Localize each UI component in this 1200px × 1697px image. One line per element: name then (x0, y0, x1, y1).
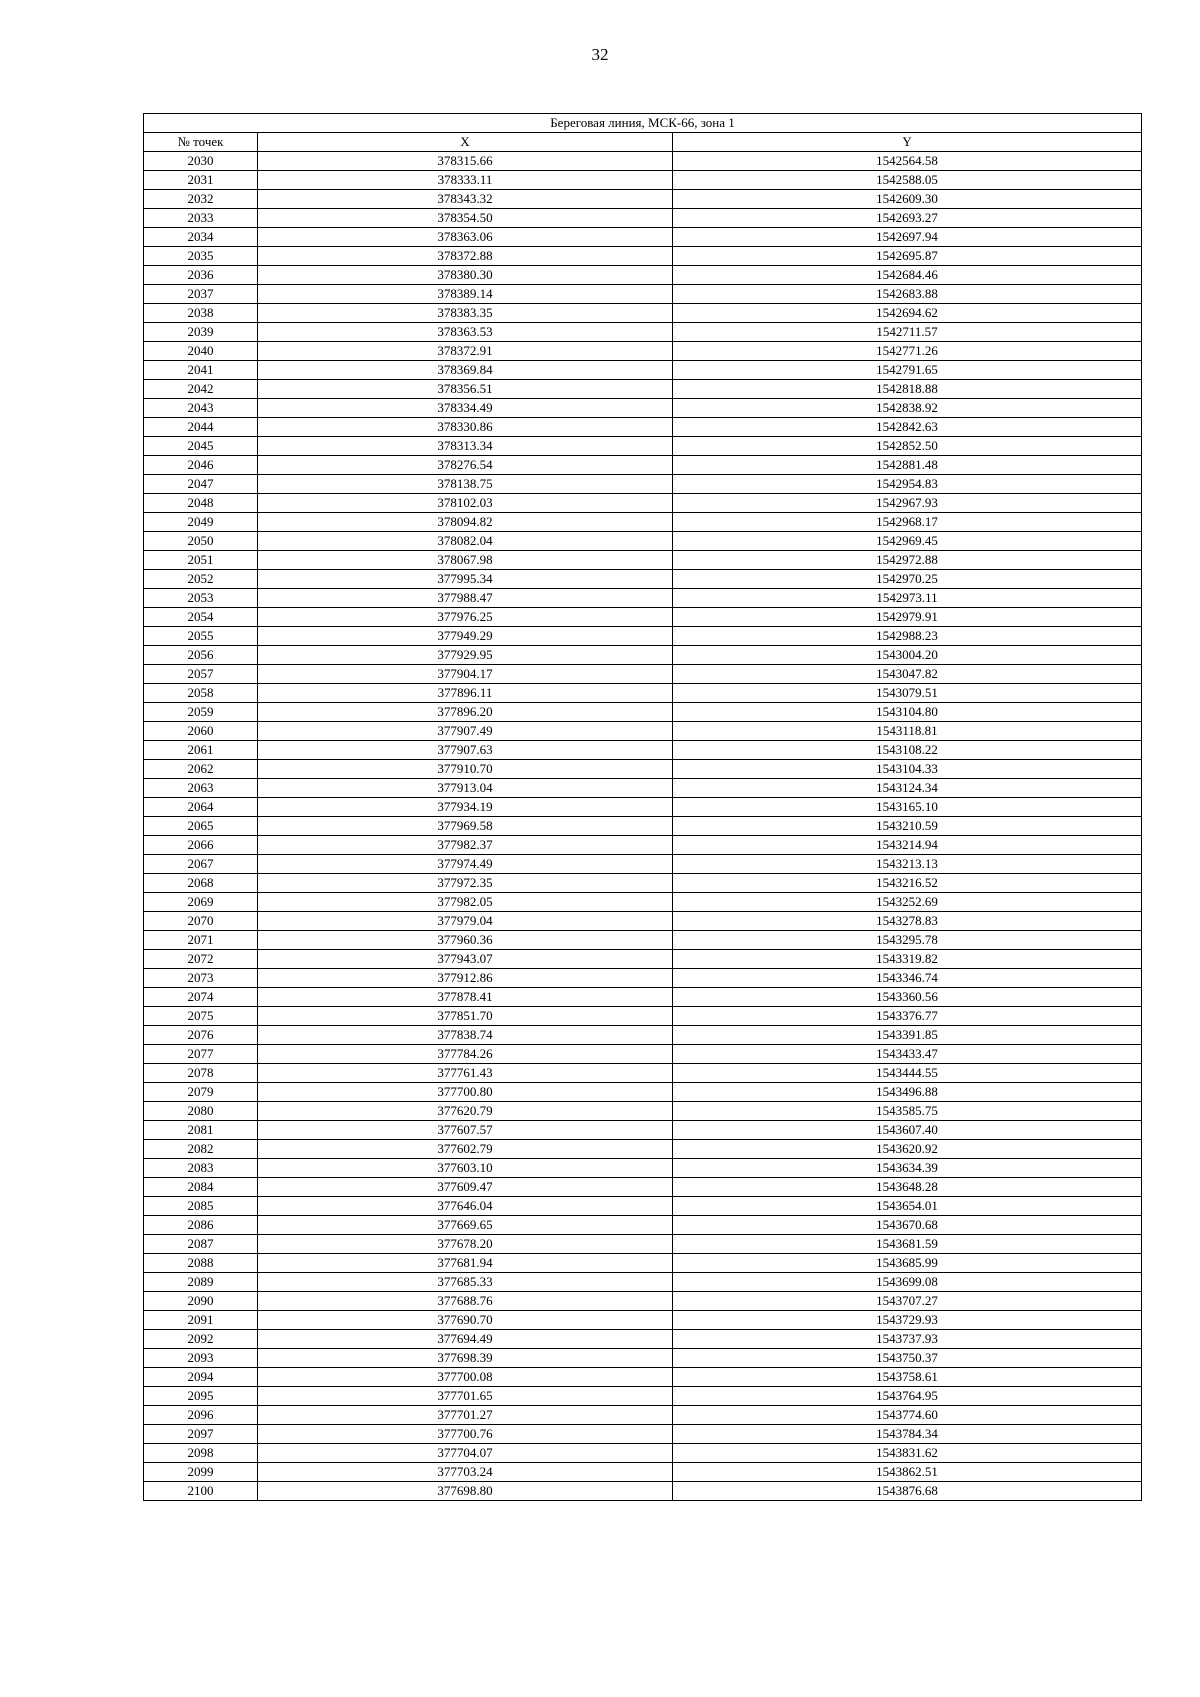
cell-point-number: 2055 (144, 627, 258, 646)
cell-x: 377907.49 (258, 722, 673, 741)
table-row (144, 988, 1142, 1007)
cell-point-number: 2063 (144, 779, 258, 798)
cell-point-number: 2049 (144, 513, 258, 532)
cell-y: 1543047.82 (673, 665, 1142, 684)
cell-y: 1542564.58 (673, 152, 1142, 171)
cell-y: 1542609.30 (673, 190, 1142, 209)
cell-point-number: 2060 (144, 722, 258, 741)
cell-y: 1543620.92 (673, 1140, 1142, 1159)
cell-x: 377910.70 (258, 760, 673, 779)
cell-y: 1543876.68 (673, 1482, 1142, 1501)
table-row (144, 437, 1142, 456)
table-row (144, 513, 1142, 532)
cell-x: 377972.35 (258, 874, 673, 893)
cell-point-number: 2058 (144, 684, 258, 703)
cell-x: 378363.53 (258, 323, 673, 342)
cell-point-number: 2051 (144, 551, 258, 570)
cell-point-number: 2096 (144, 1406, 258, 1425)
cell-point-number: 2073 (144, 969, 258, 988)
cell-y: 1542973.11 (673, 589, 1142, 608)
table-row (144, 532, 1142, 551)
table-row (144, 1273, 1142, 1292)
cell-x: 377701.27 (258, 1406, 673, 1425)
table-row (144, 1140, 1142, 1159)
cell-x: 378363.06 (258, 228, 673, 247)
table-row (144, 817, 1142, 836)
cell-y: 1543670.68 (673, 1216, 1142, 1235)
table-row (144, 950, 1142, 969)
cell-x: 377703.24 (258, 1463, 673, 1482)
cell-point-number: 2053 (144, 589, 258, 608)
table-row (144, 798, 1142, 817)
cell-x: 377913.04 (258, 779, 673, 798)
table-row (144, 779, 1142, 798)
cell-x: 377690.70 (258, 1311, 673, 1330)
cell-x: 378372.88 (258, 247, 673, 266)
cell-x: 377988.47 (258, 589, 673, 608)
cell-x: 377979.04 (258, 912, 673, 931)
table-row (144, 608, 1142, 627)
cell-y: 1543319.82 (673, 950, 1142, 969)
cell-y: 1543210.59 (673, 817, 1142, 836)
cell-point-number: 2041 (144, 361, 258, 380)
table-row (144, 627, 1142, 646)
cell-x: 378333.11 (258, 171, 673, 190)
cell-point-number: 2099 (144, 1463, 258, 1482)
cell-y: 1542818.88 (673, 380, 1142, 399)
cell-point-number: 2082 (144, 1140, 258, 1159)
cell-x: 377698.39 (258, 1349, 673, 1368)
cell-x: 378094.82 (258, 513, 673, 532)
cell-y: 1542838.92 (673, 399, 1142, 418)
cell-x: 377976.25 (258, 608, 673, 627)
table-row (144, 912, 1142, 931)
cell-y: 1542968.17 (673, 513, 1142, 532)
table-row (144, 152, 1142, 171)
cell-x: 377646.04 (258, 1197, 673, 1216)
cell-y: 1543433.47 (673, 1045, 1142, 1064)
cell-point-number: 2090 (144, 1292, 258, 1311)
table-row (144, 646, 1142, 665)
table-row (144, 228, 1142, 247)
cell-point-number: 2083 (144, 1159, 258, 1178)
cell-point-number: 2046 (144, 456, 258, 475)
cell-x: 377838.74 (258, 1026, 673, 1045)
cell-x: 377694.49 (258, 1330, 673, 1349)
cell-y: 1543784.34 (673, 1425, 1142, 1444)
table-row (144, 855, 1142, 874)
cell-x: 378138.75 (258, 475, 673, 494)
cell-x: 377698.80 (258, 1482, 673, 1501)
table-body (144, 152, 1142, 1501)
table-row (144, 285, 1142, 304)
table-row (144, 380, 1142, 399)
cell-y: 1543685.99 (673, 1254, 1142, 1273)
table-row (144, 969, 1142, 988)
cell-y: 1543391.85 (673, 1026, 1142, 1045)
cell-y: 1543737.93 (673, 1330, 1142, 1349)
cell-y: 1542954.83 (673, 475, 1142, 494)
table-row (144, 1387, 1142, 1406)
cell-y: 1542695.87 (673, 247, 1142, 266)
cell-point-number: 2059 (144, 703, 258, 722)
cell-x: 378380.30 (258, 266, 673, 285)
cell-point-number: 2093 (144, 1349, 258, 1368)
table-row (144, 1311, 1142, 1330)
table-row (144, 1045, 1142, 1064)
table-row (144, 323, 1142, 342)
cell-point-number: 2074 (144, 988, 258, 1007)
cell-y: 1543585.75 (673, 1102, 1142, 1121)
cell-y: 1542979.91 (673, 608, 1142, 627)
cell-y: 1542694.62 (673, 304, 1142, 323)
cell-y: 1543214.94 (673, 836, 1142, 855)
cell-point-number: 2061 (144, 741, 258, 760)
table-row (144, 1368, 1142, 1387)
cell-x: 377896.20 (258, 703, 673, 722)
cell-point-number: 2048 (144, 494, 258, 513)
cell-y: 1543278.83 (673, 912, 1142, 931)
cell-x: 377761.43 (258, 1064, 673, 1083)
table-row (144, 589, 1142, 608)
table-header-row (144, 133, 1142, 152)
cell-y: 1543607.40 (673, 1121, 1142, 1140)
cell-point-number: 2033 (144, 209, 258, 228)
table-row (144, 931, 1142, 950)
table-row (144, 1026, 1142, 1045)
table-row (144, 399, 1142, 418)
cell-y: 1543764.95 (673, 1387, 1142, 1406)
cell-x: 377974.49 (258, 855, 673, 874)
table-row (144, 874, 1142, 893)
cell-x: 377688.76 (258, 1292, 673, 1311)
cell-y: 1543758.61 (673, 1368, 1142, 1387)
cell-y: 1543634.39 (673, 1159, 1142, 1178)
table-row (144, 1349, 1142, 1368)
cell-x: 377982.37 (258, 836, 673, 855)
cell-y: 1543079.51 (673, 684, 1142, 703)
cell-x: 377929.95 (258, 646, 673, 665)
cell-y: 1543216.52 (673, 874, 1142, 893)
cell-x: 377607.57 (258, 1121, 673, 1140)
cell-point-number: 2050 (144, 532, 258, 551)
table-row (144, 1292, 1142, 1311)
cell-point-number: 2032 (144, 190, 258, 209)
cell-x: 378389.14 (258, 285, 673, 304)
table-row (144, 1482, 1142, 1501)
cell-y: 1543118.81 (673, 722, 1142, 741)
table-row (144, 1121, 1142, 1140)
table-title: Береговая линия, МСК-66, зона 1 (144, 114, 1142, 133)
cell-point-number: 2056 (144, 646, 258, 665)
table-row (144, 304, 1142, 323)
cell-y: 1542683.88 (673, 285, 1142, 304)
cell-x: 378372.91 (258, 342, 673, 361)
cell-y: 1543654.01 (673, 1197, 1142, 1216)
cell-x: 378330.86 (258, 418, 673, 437)
cell-point-number: 2088 (144, 1254, 258, 1273)
cell-y: 1542970.25 (673, 570, 1142, 589)
cell-point-number: 2092 (144, 1330, 258, 1349)
cell-point-number: 2035 (144, 247, 258, 266)
cell-x: 377669.65 (258, 1216, 673, 1235)
cell-y: 1543707.27 (673, 1292, 1142, 1311)
table-row (144, 1444, 1142, 1463)
cell-point-number: 2081 (144, 1121, 258, 1140)
cell-point-number: 2076 (144, 1026, 258, 1045)
cell-y: 1543729.93 (673, 1311, 1142, 1330)
cell-y: 1543004.20 (673, 646, 1142, 665)
cell-point-number: 2091 (144, 1311, 258, 1330)
cell-point-number: 2075 (144, 1007, 258, 1026)
cell-point-number: 2072 (144, 950, 258, 969)
cell-x: 377678.20 (258, 1235, 673, 1254)
cell-point-number: 2094 (144, 1368, 258, 1387)
cell-x: 377685.33 (258, 1273, 673, 1292)
cell-y: 1542684.46 (673, 266, 1142, 285)
table-row (144, 1463, 1142, 1482)
cell-point-number: 2070 (144, 912, 258, 931)
table-row (144, 361, 1142, 380)
table-row (144, 893, 1142, 912)
cell-y: 1543104.80 (673, 703, 1142, 722)
table-row (144, 1330, 1142, 1349)
cell-point-number: 2064 (144, 798, 258, 817)
cell-point-number: 2039 (144, 323, 258, 342)
cell-point-number: 2065 (144, 817, 258, 836)
coordinates-table (143, 113, 1142, 1501)
cell-point-number: 2086 (144, 1216, 258, 1235)
cell-y: 1543295.78 (673, 931, 1142, 950)
cell-point-number: 2031 (144, 171, 258, 190)
table-row (144, 741, 1142, 760)
cell-point-number: 2068 (144, 874, 258, 893)
cell-x: 377995.34 (258, 570, 673, 589)
table-row (144, 342, 1142, 361)
cell-point-number: 2069 (144, 893, 258, 912)
cell-point-number: 2044 (144, 418, 258, 437)
cell-x: 377943.07 (258, 950, 673, 969)
cell-y: 1543165.10 (673, 798, 1142, 817)
cell-x: 377603.10 (258, 1159, 673, 1178)
cell-y: 1542697.94 (673, 228, 1142, 247)
cell-y: 1542969.45 (673, 532, 1142, 551)
cell-y: 1543360.56 (673, 988, 1142, 1007)
header-y: Y (673, 133, 1142, 152)
cell-x: 377960.36 (258, 931, 673, 950)
cell-x: 377851.70 (258, 1007, 673, 1026)
table-row (144, 1007, 1142, 1026)
cell-point-number: 2079 (144, 1083, 258, 1102)
cell-point-number: 2097 (144, 1425, 258, 1444)
cell-y: 1542988.23 (673, 627, 1142, 646)
cell-point-number: 2084 (144, 1178, 258, 1197)
cell-x: 378356.51 (258, 380, 673, 399)
cell-y: 1542693.27 (673, 209, 1142, 228)
cell-y: 1543346.74 (673, 969, 1142, 988)
cell-x: 378102.03 (258, 494, 673, 513)
cell-point-number: 2057 (144, 665, 258, 684)
cell-point-number: 2066 (144, 836, 258, 855)
cell-point-number: 2100 (144, 1482, 258, 1501)
cell-point-number: 2085 (144, 1197, 258, 1216)
table-row (144, 1406, 1142, 1425)
table-row (144, 209, 1142, 228)
table-row (144, 1197, 1142, 1216)
table-row (144, 836, 1142, 855)
cell-x: 377602.79 (258, 1140, 673, 1159)
table-title-row (144, 114, 1142, 133)
cell-x: 378315.66 (258, 152, 673, 171)
cell-point-number: 2078 (144, 1064, 258, 1083)
cell-x: 377701.65 (258, 1387, 673, 1406)
cell-x: 378334.49 (258, 399, 673, 418)
cell-point-number: 2052 (144, 570, 258, 589)
cell-point-number: 2087 (144, 1235, 258, 1254)
cell-x: 378354.50 (258, 209, 673, 228)
table-row (144, 1159, 1142, 1178)
cell-x: 378313.34 (258, 437, 673, 456)
table-row (144, 1235, 1142, 1254)
cell-point-number: 2098 (144, 1444, 258, 1463)
cell-y: 1543774.60 (673, 1406, 1142, 1425)
cell-x: 378369.84 (258, 361, 673, 380)
cell-y: 1543252.69 (673, 893, 1142, 912)
cell-x: 378067.98 (258, 551, 673, 570)
cell-x: 378082.04 (258, 532, 673, 551)
cell-point-number: 2036 (144, 266, 258, 285)
cell-x: 377982.05 (258, 893, 673, 912)
table-row (144, 1216, 1142, 1235)
cell-y: 1543681.59 (673, 1235, 1142, 1254)
cell-x: 377700.80 (258, 1083, 673, 1102)
cell-point-number: 2080 (144, 1102, 258, 1121)
cell-point-number: 2067 (144, 855, 258, 874)
table-row (144, 171, 1142, 190)
cell-y: 1543831.62 (673, 1444, 1142, 1463)
cell-x: 378343.32 (258, 190, 673, 209)
cell-y: 1543104.33 (673, 760, 1142, 779)
cell-y: 1542842.63 (673, 418, 1142, 437)
cell-y: 1542967.93 (673, 494, 1142, 513)
table-row (144, 1254, 1142, 1273)
table-row (144, 190, 1142, 209)
cell-x: 377969.58 (258, 817, 673, 836)
cell-y: 1542791.65 (673, 361, 1142, 380)
table-row (144, 1102, 1142, 1121)
cell-point-number: 2045 (144, 437, 258, 456)
table-row (144, 760, 1142, 779)
table-row (144, 665, 1142, 684)
cell-y: 1543124.34 (673, 779, 1142, 798)
cell-point-number: 2062 (144, 760, 258, 779)
cell-point-number: 2043 (144, 399, 258, 418)
cell-y: 1542972.88 (673, 551, 1142, 570)
cell-point-number: 2030 (144, 152, 258, 171)
table-row (144, 722, 1142, 741)
cell-x: 377934.19 (258, 798, 673, 817)
cell-x: 377620.79 (258, 1102, 673, 1121)
cell-y: 1543699.08 (673, 1273, 1142, 1292)
cell-point-number: 2071 (144, 931, 258, 950)
table-row (144, 570, 1142, 589)
cell-y: 1543213.13 (673, 855, 1142, 874)
cell-y: 1542852.50 (673, 437, 1142, 456)
header-x: X (258, 133, 673, 152)
cell-point-number: 2089 (144, 1273, 258, 1292)
cell-y: 1543648.28 (673, 1178, 1142, 1197)
table-row (144, 1178, 1142, 1197)
table-row (144, 475, 1142, 494)
cell-x: 377784.26 (258, 1045, 673, 1064)
table-row (144, 684, 1142, 703)
cell-x: 377704.07 (258, 1444, 673, 1463)
cell-y: 1543496.88 (673, 1083, 1142, 1102)
table-row (144, 703, 1142, 722)
table-row (144, 1064, 1142, 1083)
cell-y: 1543862.51 (673, 1463, 1142, 1482)
cell-x: 378383.35 (258, 304, 673, 323)
table-row (144, 418, 1142, 437)
cell-y: 1543376.77 (673, 1007, 1142, 1026)
cell-y: 1542771.26 (673, 342, 1142, 361)
cell-x: 378276.54 (258, 456, 673, 475)
cell-point-number: 2054 (144, 608, 258, 627)
cell-x: 377896.11 (258, 684, 673, 703)
cell-point-number: 2034 (144, 228, 258, 247)
cell-point-number: 2040 (144, 342, 258, 361)
table-row (144, 456, 1142, 475)
table-row (144, 494, 1142, 513)
cell-x: 377907.63 (258, 741, 673, 760)
cell-point-number: 2042 (144, 380, 258, 399)
cell-x: 377878.41 (258, 988, 673, 1007)
table-row (144, 1083, 1142, 1102)
cell-point-number: 2095 (144, 1387, 258, 1406)
header-point-number: № точек (144, 133, 258, 152)
page-number: 32 (591, 45, 609, 64)
cell-x: 377949.29 (258, 627, 673, 646)
cell-y: 1542588.05 (673, 171, 1142, 190)
cell-point-number: 2038 (144, 304, 258, 323)
table-row (144, 551, 1142, 570)
cell-x: 377609.47 (258, 1178, 673, 1197)
cell-point-number: 2047 (144, 475, 258, 494)
cell-y: 1543444.55 (673, 1064, 1142, 1083)
cell-x: 377700.08 (258, 1368, 673, 1387)
cell-y: 1543750.37 (673, 1349, 1142, 1368)
cell-x: 377700.76 (258, 1425, 673, 1444)
cell-y: 1542711.57 (673, 323, 1142, 342)
table-row (144, 266, 1142, 285)
table-row (144, 1425, 1142, 1444)
cell-x: 377912.86 (258, 969, 673, 988)
cell-y: 1542881.48 (673, 456, 1142, 475)
cell-point-number: 2077 (144, 1045, 258, 1064)
cell-y: 1543108.22 (673, 741, 1142, 760)
cell-x: 377904.17 (258, 665, 673, 684)
cell-x: 377681.94 (258, 1254, 673, 1273)
table-row (144, 247, 1142, 266)
cell-point-number: 2037 (144, 285, 258, 304)
